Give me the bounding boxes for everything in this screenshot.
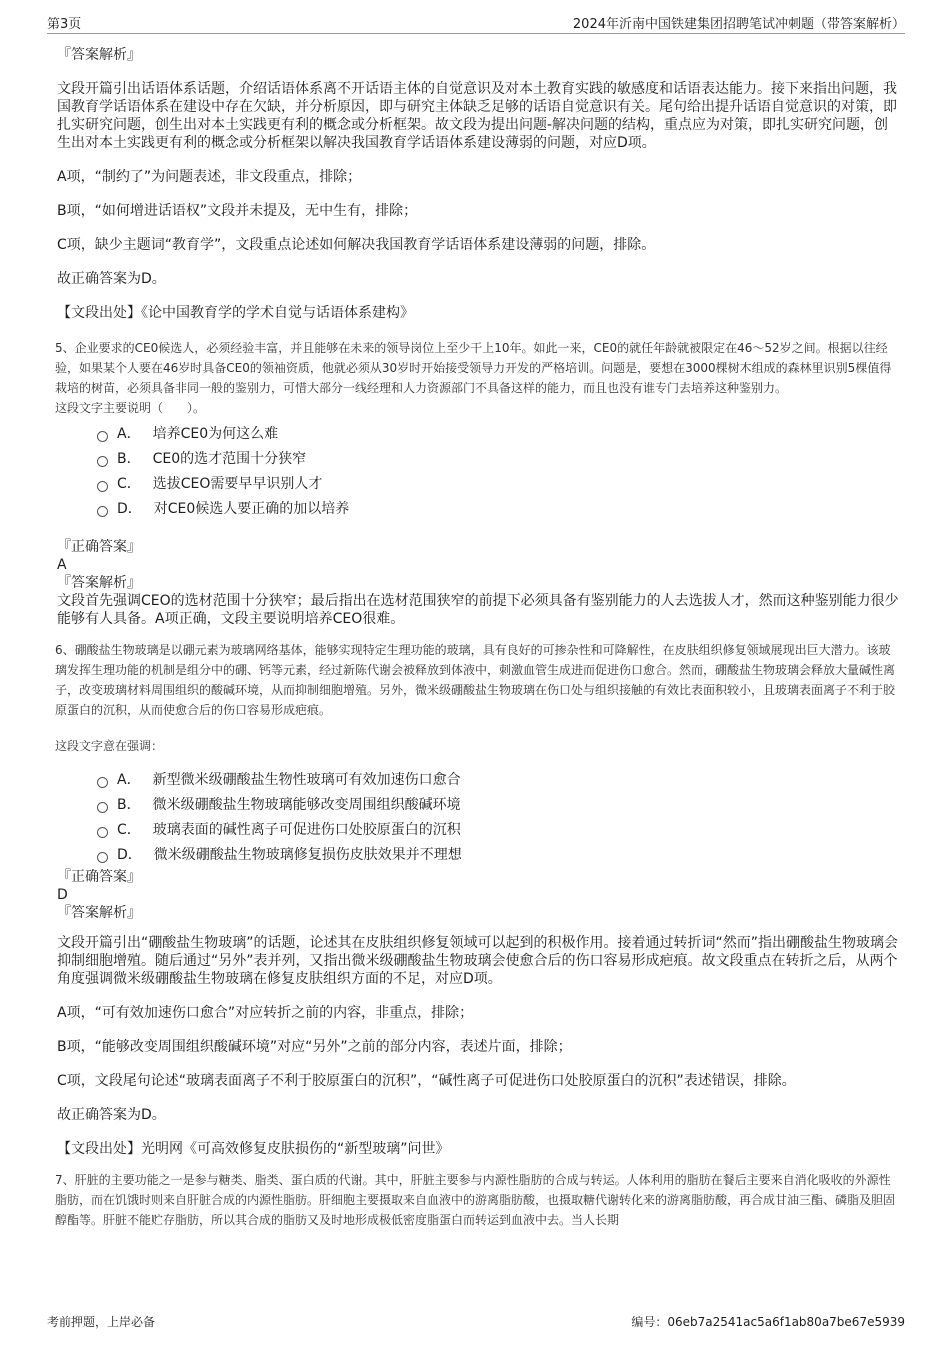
answer-label: 『正确答案』 <box>57 869 141 885</box>
question-5-option-a[interactable] <box>97 422 902 447</box>
option-text: 对CE0候选人要正确的加以培养 <box>153 501 350 517</box>
page-footer <box>47 1313 905 1331</box>
radio-button[interactable] <box>97 506 108 517</box>
option-text: 选拔CEO需要早早识别人才 <box>152 476 323 492</box>
source: 【文段出处】光明网《可高效修复皮肤损伤的“新型玻璃”问世》 <box>57 1141 450 1157</box>
page-number: 第3页 <box>47 17 82 32</box>
analysis-label: 『答案解析』 <box>57 47 141 63</box>
document-title: 2024年沂南中国铁建集团招聘笔试冲刺题（带答案解析） <box>572 17 905 32</box>
question-7-text: 7、肝脏的主要功能之一是参与糖类、脂类、蛋白质的代谢。其中，肝脏主要参与内源性脂肪的合成与转运。人体利用的脂肪在餐后主要来自消化吸收的外源性脂肪，而在饥饿时则来自肝脏合成的内源性脂肪。肝细胞主要摄取来自血液中的游离脂肪酸，也摄取糖代谢转化来的游离脂肪酸，再合成甘油三酯、磷脂及胆固醇酯等。肝脏不能贮存脂肪，所以其合成的脂肪又及时地形成极低密度脂蛋白而转运到血液中去。当人长期 <box>55 1173 896 1227</box>
question-6-option-d[interactable] <box>97 843 902 868</box>
analysis-label: 『答案解析』 <box>57 575 141 591</box>
question-6-option-b[interactable] <box>97 793 902 818</box>
page-header <box>47 13 905 34</box>
option-text: 玻璃表面的碱性离子可促进伤口处胶原蛋白的沉积 <box>152 822 461 838</box>
answer-value: A <box>57 557 67 573</box>
option-letter: C． <box>117 822 141 838</box>
radio-button[interactable] <box>97 802 108 813</box>
option-text: 新型微米级硼酸盐生物性玻璃可有效加速伤口愈合 <box>152 772 461 788</box>
option-letter: B． <box>117 797 141 813</box>
analysis-text: 文段首先强调CEO的选材范围十分狭窄；最后指出在选材范围狭窄的前提下必须具备有鉴别能力的人去选拔人才，然而这种鉴别能力很少能够有人具备。A项正确，文段主要说明培养CEO很难。 <box>57 593 899 627</box>
source: 【文段出处】《论中国教育学的学术自觉与话语体系建构》 <box>57 305 414 321</box>
conclusion: 故正确答案为D。 <box>57 271 166 287</box>
option-text: 微米级硼酸盐生物玻璃能够改变周围组织酸碱环境 <box>152 797 461 813</box>
answer-value: D <box>57 887 68 903</box>
option-text: CE0的选才范围十分狭窄 <box>152 451 307 467</box>
question-6-option-a[interactable] <box>97 768 902 793</box>
option-a-analysis: A项，“制约了”为问题表述，非文段重点，排除； <box>57 169 362 185</box>
radio-button[interactable] <box>97 431 108 442</box>
option-letter: A． <box>117 426 141 442</box>
option-letter: D． <box>117 501 142 517</box>
question-6-option-c[interactable] <box>97 818 902 843</box>
question-5-option-c[interactable] <box>97 472 902 497</box>
option-b-analysis: B项，“如何增进话语权”文段并未提及，无中生有，排除； <box>57 203 418 219</box>
option-a-analysis: A项，“可有效加速伤口愈合”对应转折之前的内容，非重点，排除； <box>57 1005 474 1021</box>
question-6-text: 6、硼酸盐生物玻璃是以硼元素为玻璃网络基体，能够实现特定生理功能的玻璃，具有良好的可掺杂性和可降解性，在皮肤组织修复领域展现出巨大潜力。该玻璃发挥生理功能的机制是组分中的硼、钙等元素，经过新陈代谢会被释放到体液中，刺激血管生成进而促进伤口愈合。然而，硼酸盐生物玻璃会释放大量碱性离子，改变玻璃材料周围组织的酸碱环境，从而抑制细胞增殖。另外，微米级硼酸盐生物玻璃在伤口处与组织接触的有效比表面积较小，且玻璃表面离子不利于胶原蛋白的沉积，从而使愈合后的伤口容易形成疤痕。 <box>55 643 896 717</box>
footer-slogan: 考前押题，上岸必备 <box>47 1315 156 1329</box>
conclusion: 故正确答案为D。 <box>57 1107 166 1123</box>
document-id: 编号：06eb7a2541ac5a6f1ab80a7be67e5939 <box>631 1315 905 1329</box>
option-c-analysis: C项，缺少主题词“教育学”，文段重点论述如何解决我国教育学话语体系建设薄弱的问题，排除。 <box>57 237 656 253</box>
analysis-text: 文段开篇引出话语体系话题，介绍话语体系离不开话语主体的自觉意识及对本土教育实践的敏感度和话语表达能力。接下来指出问题，我国教育学话语体系在建设中存在欠缺，并分析原因，即与研究主体缺乏足够的话语自觉意识有关。尾句给出提升话语自觉意识的对策，即扎实研究问题，创生出对本土实践更有利的概念或分析框架。故文段为提出问题-解决问题的结构，重点应为对策，即扎实研究问题，创生出对本土实践更有利的概念或分析框架以解决我国教育学话语体系建设薄弱的问题，对应D项。 <box>57 81 897 151</box>
radio-button[interactable] <box>97 777 108 788</box>
question-5-option-d[interactable] <box>97 497 902 522</box>
option-letter: D． <box>117 847 142 863</box>
radio-button[interactable] <box>97 827 108 838</box>
question-5-text: 5、企业要求的CE0候选人，必须经验丰富，并且能够在未来的领导岗位上至少干上10年。如此一来，CE0的就任年龄就被限定在46～52岁之间。根据以往经验，如果某个人要在46岁时具备CE0的领袖资质，他就必须从30岁时开始接受领导力开发的严格培训。问题是，要想在3000棵树木组成的森林里识别5棵值得栽培的树苗，必须具备非同一般的鉴别力，可惜大部分一线经理和人力资源部门不具备这样的能力，而且也没有谁专门去培养这种鉴别力。 <box>55 341 892 395</box>
option-letter: A． <box>117 772 141 788</box>
answer-label: 『正确答案』 <box>57 539 141 555</box>
option-text: 微米级硼酸盐生物玻璃修复损伤皮肤效果并不理想 <box>153 847 462 863</box>
question-6-prompt: 这段文字意在强调： <box>55 739 164 753</box>
radio-button[interactable] <box>97 852 108 863</box>
question-5-option-b[interactable] <box>97 447 902 472</box>
radio-button[interactable] <box>97 456 108 467</box>
option-letter: C． <box>117 476 141 492</box>
document-body <box>57 46 902 1230</box>
option-b-analysis: B项，“能够改变周围组织酸碱环境”对应“另外”之前的部分内容，表述片面，排除； <box>57 1039 572 1055</box>
option-text: 培养CE0为何这么难 <box>152 426 279 442</box>
option-letter: B． <box>117 451 141 467</box>
analysis-label: 『答案解析』 <box>57 905 141 921</box>
analysis-text: 文段开篇引出“硼酸盐生物玻璃”的话题，论述其在皮肤组织修复领域可以起到的积极作用。接着通过转折词“然而”指出硼酸盐生物玻璃会抑制细胞增殖。随后通过“另外”表并列，又指出微米级硼酸盐生物玻璃会使愈合后的伤口容易形成疤痕。故文段重点在转折之后，从两个角度强调微米级硼酸盐生物玻璃在修复皮肤组织方面的不足，对应D项。 <box>57 935 899 987</box>
option-c-analysis: C项，文段尾句论述“玻璃表面离子不利于胶原蛋白的沉积”，“碱性离子可促进伤口处胶原蛋白的沉积”表述错误，排除。 <box>57 1073 796 1089</box>
radio-button[interactable] <box>97 481 108 492</box>
question-5-prompt: 这段文字主要说明（ ）。 <box>55 401 206 415</box>
